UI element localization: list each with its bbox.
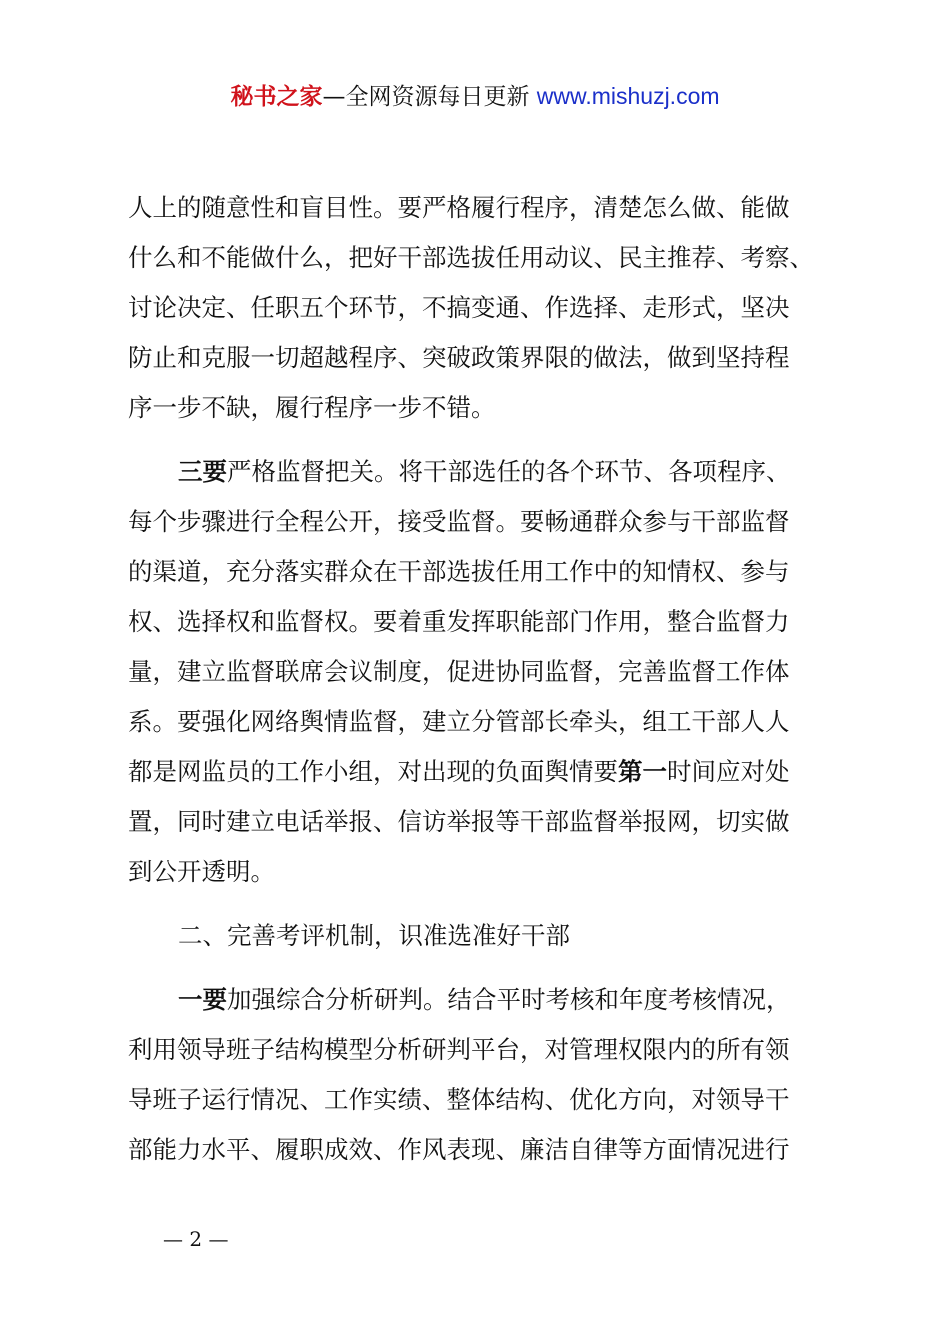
point-lead: 三要 [178, 457, 227, 486]
text-line: 置，同时建立电话举报、信访举报等干部监督举报网，切实做 [128, 807, 790, 836]
text-line: 序一步不缺，履行程序一步不错。 [128, 393, 496, 422]
text-line [128, 747, 836, 797]
section-heading: 二、完善考评机制，识准选准好干部 [178, 921, 570, 950]
text-line: 导班子运行情况、工作实绩、整体结构、优化方向，对领导干 [128, 1085, 790, 1114]
text-line: 部能力水平、履职成效、作风表现、廉洁自律等方面情况进行 [128, 1135, 790, 1164]
text-span: 都是网监员的工作小组，对出现的负面舆情要 [128, 757, 618, 786]
text-line: 人上的随意性和盲目性。要严格履行程序，清楚怎么做、能做 [128, 193, 790, 222]
text-line: 防止和克服一切超越程序、突破政策界限的做法，做到坚持程 [128, 343, 790, 372]
document-body [128, 183, 836, 1175]
text-line [128, 447, 836, 497]
text-line: 系。要强化网络舆情监督，建立分管部长牵头，组工干部人人 [128, 707, 790, 736]
text-span: 加强综合分析研判。结合平时考核和年度考核情况， [227, 985, 791, 1014]
site-url: www.mishuzj.com [536, 83, 720, 109]
brand-name: 秘书之家 [230, 84, 323, 110]
text-line: 利用领导班子结构模型分析研判平台，对管理权限内的所有领 [128, 1035, 790, 1064]
text-span: 严格监督把关。将干部选任的各个环节、各项程序、 [227, 457, 791, 486]
paragraph-3 [128, 975, 836, 1175]
text-line: 每个步骤进行全程公开，接受监督。要畅通群众参与干部监督 [128, 507, 790, 536]
point-lead: 一要 [178, 985, 227, 1014]
text-span: 时间应对处 [667, 757, 790, 786]
paragraph-1 [128, 183, 836, 433]
page-number: — 2 — [163, 1227, 229, 1251]
emphasis-text: 第一 [618, 757, 667, 786]
text-line: 量，建立监督联席会议制度，促进协同监督，完善监督工作体 [128, 657, 790, 686]
text-line: 权、选择权和监督权。要着重发挥职能部门作用，整合监督力 [128, 607, 790, 636]
text-line [128, 975, 836, 1025]
paragraph-2 [128, 447, 836, 897]
site-header [0, 80, 950, 113]
text-line: 的渠道，充分落实群众在干部选拔任用工作中的知情权、参与 [128, 557, 790, 586]
header-tagline: —全网资源每日更新 [322, 84, 537, 110]
text-line: 什么和不能做什么，把好干部选拔任用动议、民主推荐、考察、 [128, 243, 814, 272]
text-line: 讨论决定、任职五个环节，不搞变通、作选择、走形式，坚决 [128, 293, 790, 322]
text-line: 到公开透明。 [128, 857, 275, 886]
